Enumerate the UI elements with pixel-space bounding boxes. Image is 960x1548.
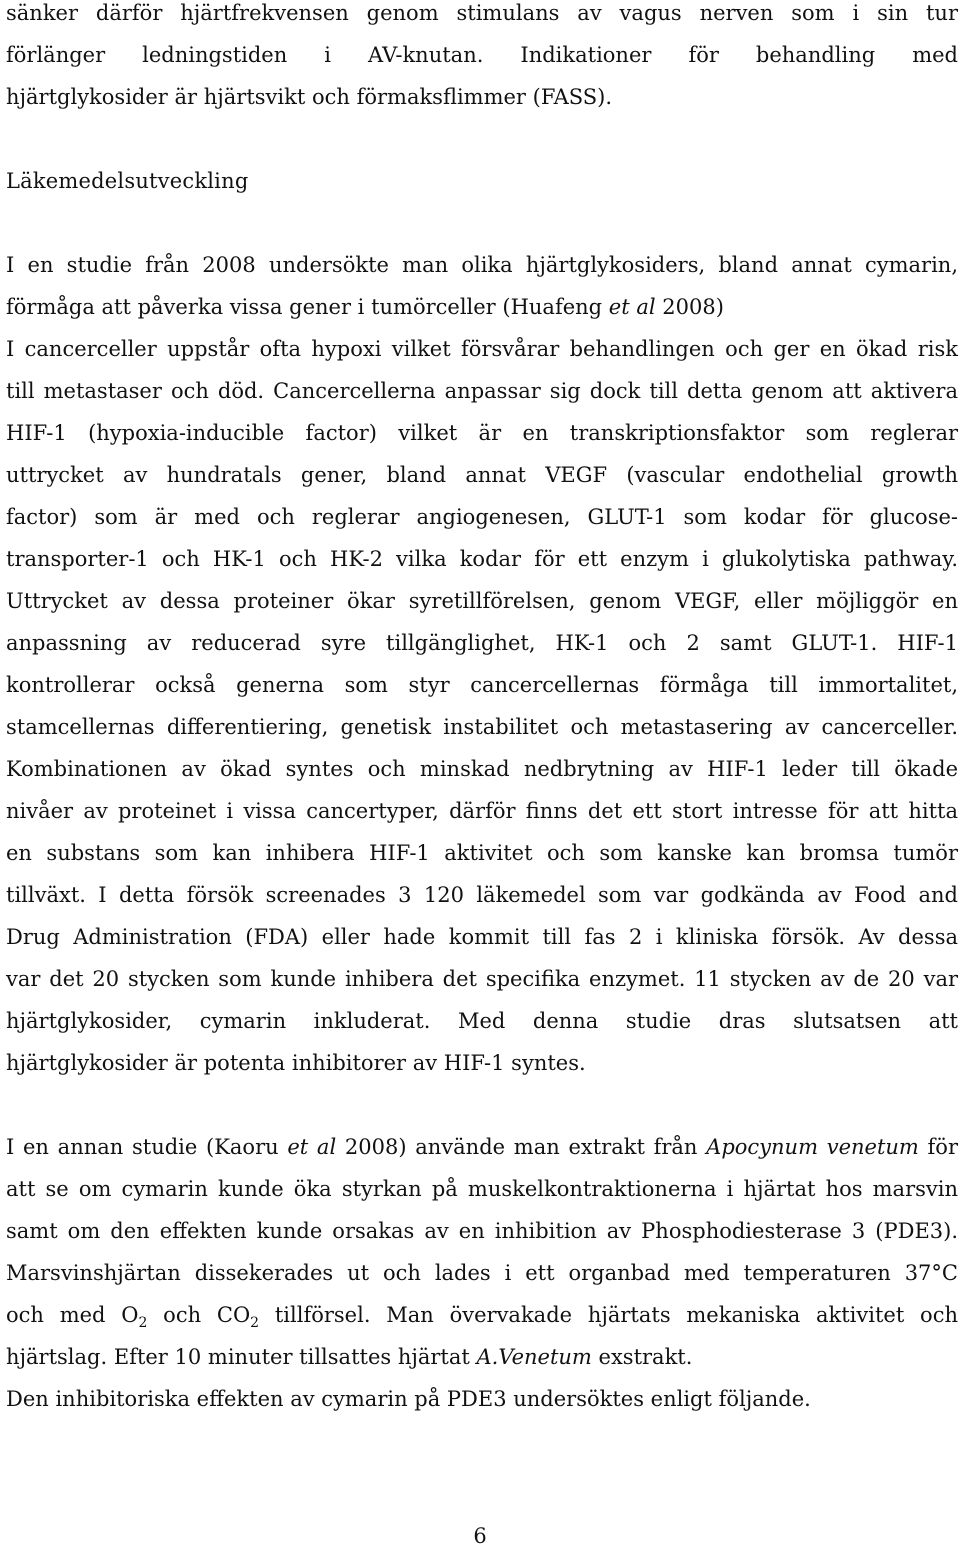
- text-line: kontrollerar också generna som styr cancercellernas förmåga till immortalitet,: [6, 673, 958, 697]
- text-line: en substans som kan inhibera HIF-1 aktivitet och som kanske kan bromsa tumör: [6, 841, 958, 865]
- text-line: förlänger ledningstiden i AV-knutan. Indikationer för behandling med: [6, 43, 958, 67]
- text-line: transporter-1 och HK-1 och HK-2 vilka kodar för ett enzym i glukolytiska pathway.: [6, 547, 958, 571]
- italic-text: A.Venetum: [476, 1345, 592, 1369]
- text-line: anpassning av reducerad syre tillgänglighet, HK-1 och 2 samt GLUT-1. HIF-1: [6, 631, 958, 655]
- text-line: Marsvinshjärtan dissekerades ut och lades i ett organbad med temperaturen 37°C: [6, 1261, 958, 1285]
- text-line: Den inhibitoriska effekten av cymarin på PDE3 undersöktes enligt följande.: [6, 1387, 811, 1411]
- section-heading: Läkemedelsutveckling: [6, 169, 249, 193]
- page-number: 6: [473, 1524, 487, 1548]
- italic-text: et al: [287, 1135, 337, 1159]
- text-line: [6, 1302, 958, 1332]
- text-line: sänker därför hjärtfrekvensen genom stimulans av vagus nerven som i sin tur: [6, 1, 958, 25]
- italic-text: et al: [608, 295, 656, 319]
- text-run: exstrakt.: [591, 1345, 693, 1369]
- text-run: I en annan studie (Kaoru: [6, 1135, 288, 1159]
- text-run: och med O: [6, 1303, 139, 1327]
- text-line: uttrycket av hundratals gener, bland annat VEGF (vascular endothelial growth: [6, 463, 958, 487]
- text-line: nivåer av proteinet i vissa cancertyper, därför finns det ett stort intresse för att hitta: [6, 799, 958, 823]
- text-line: Uttrycket av dessa proteiner ökar syretillförelsen, genom VEGF, eller möjliggör en: [6, 589, 958, 613]
- subscript: 2: [138, 1315, 148, 1332]
- text-line: [6, 1134, 958, 1160]
- text-run: 2008) använde man extrakt från: [336, 1135, 707, 1159]
- text-line: I en studie från 2008 undersökte man olika hjärtglykosiders, bland annat cymarin,: [6, 253, 958, 277]
- text-line: hjärtglykosider är potenta inhibitorer av HIF-1 syntes.: [6, 1051, 586, 1075]
- text-line: tillväxt. I detta försök screenades 3 120 läkemedel som var godkända av Food and: [6, 883, 958, 907]
- text-line: till metastaser och död. Cancercellerna anpassar sig dock till detta genom att aktivera: [6, 379, 958, 403]
- text-line: hjärtglykosider är hjärtsvikt och förmaksflimmer (FASS).: [6, 85, 613, 109]
- text-run: och CO: [147, 1303, 251, 1327]
- text-line: Kombinationen av ökad syntes och minskad nedbrytning av HIF-1 leder till ökade: [6, 757, 958, 781]
- text-run: för: [918, 1135, 958, 1159]
- text-line: HIF-1 (hypoxia-inducible factor) vilket är en transkriptionsfaktor som reglerar: [6, 421, 958, 445]
- text-run: 2008): [655, 295, 724, 319]
- text-line: att se om cymarin kunde öka styrkan på muskelkontraktionerna i hjärtat hos marsvin: [6, 1177, 958, 1201]
- text-line: hjärtglykosider, cymarin inkluderat. Med denna studie dras slutsatsen att: [6, 1009, 958, 1033]
- text-run: förmåga att påverka vissa gener i tumörceller (Huafeng: [6, 295, 609, 319]
- text-line: [6, 294, 724, 320]
- text-line: var det 20 stycken som kunde inhibera det specifika enzymet. 11 stycken av de 20 var: [6, 967, 958, 991]
- text-line: Drug Administration (FDA) eller hade kommit till fas 2 i kliniska försök. Av dessa: [6, 925, 958, 949]
- text-line: [6, 1344, 692, 1370]
- text-line: stamcellernas differentiering, genetisk instabilitet och metastasering av cancerceller.: [6, 715, 958, 739]
- text-line: samt om den effekten kunde orsakas av en inhibition av Phosphodiesterase 3 (PDE3).: [6, 1219, 958, 1243]
- italic-text: Apocynum venetum: [706, 1135, 919, 1159]
- text-run: hjärtslag. Efter 10 minuter tillsattes hjärtat: [6, 1345, 477, 1369]
- text-line: I cancerceller uppstår ofta hypoxi vilket försvårar behandlingen och ger en ökad risk: [6, 337, 958, 361]
- text-line: factor) som är med och reglerar angiogenesen, GLUT-1 som kodar för glucose-: [6, 505, 958, 529]
- text-run: tillförsel. Man övervakade hjärtats mekaniska aktivitet och: [259, 1303, 958, 1327]
- subscript: 2: [250, 1315, 260, 1332]
